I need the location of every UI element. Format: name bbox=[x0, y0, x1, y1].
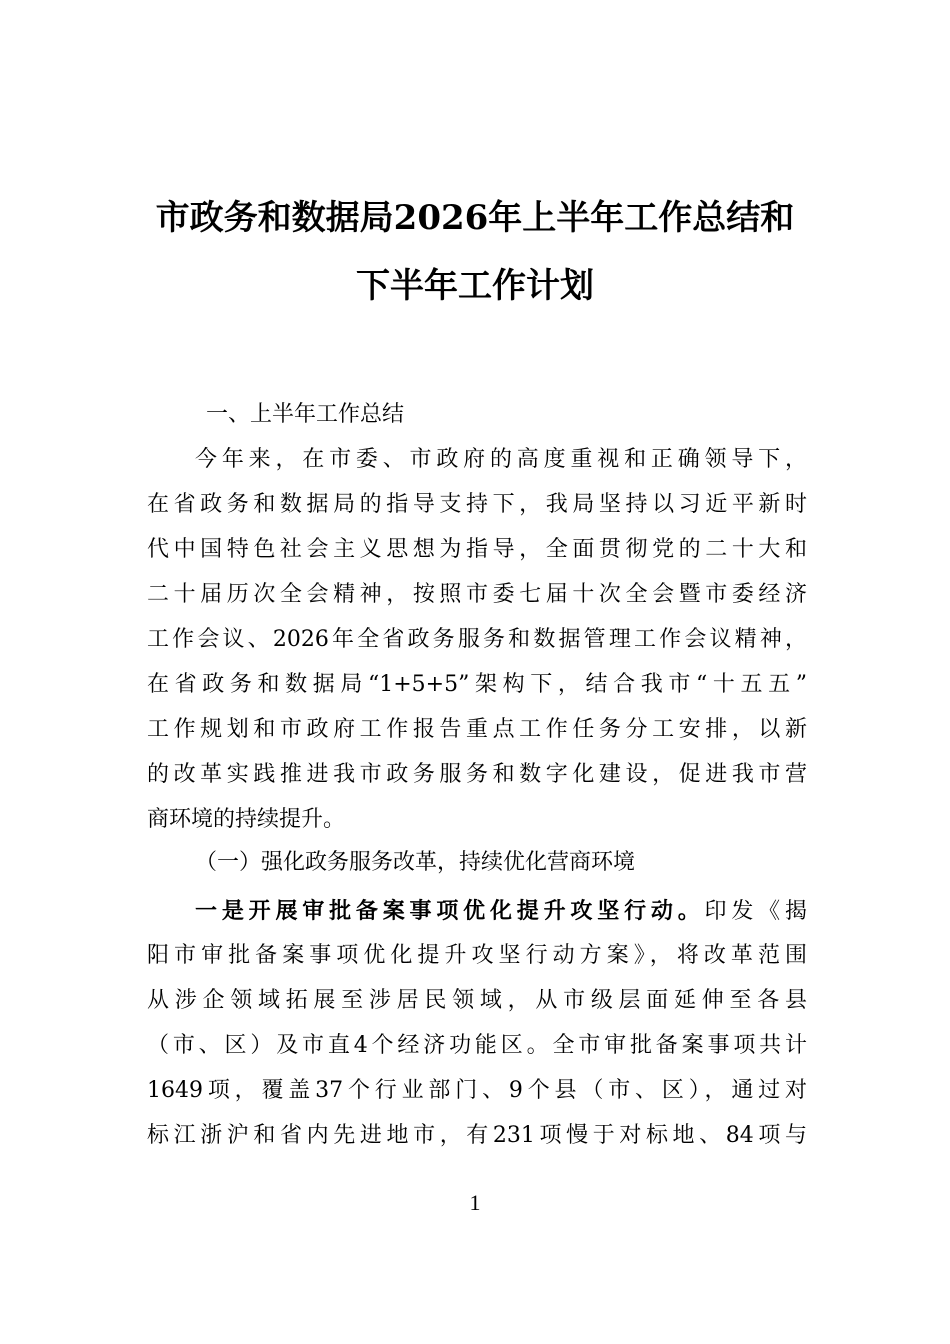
subsection-heading: （一）强化政务服务改革，持续优化营商环境 bbox=[195, 850, 636, 875]
paragraph-1-line: 在省政务和数据局“1+5+5”架构下，结合我市“十五五” bbox=[147, 672, 807, 697]
paragraph-2-lead: 一是开展审批备案事项优化提升攻坚行动。 bbox=[195, 898, 705, 924]
paragraph-2-line: 1649项，覆盖37个行业部门、9个县（市、区），通过对 bbox=[147, 1078, 807, 1103]
document-title-line-1: 市政务和数据局2026年上半年工作总结和 bbox=[155, 198, 795, 238]
section-heading: 一、上半年工作总结 bbox=[206, 402, 405, 427]
paragraph-1-line: 代中国特色社会主义思想为指导，全面贯彻党的二十大和 bbox=[147, 537, 807, 562]
paragraph-2-line: 标江浙沪和省内先进地市，有231项慢于对标地、84项与 bbox=[147, 1123, 807, 1148]
paragraph-2-first-line bbox=[195, 896, 807, 927]
paragraph-1-line: 的改革实践推进我市政务服务和数字化建设，促进我市营 bbox=[147, 762, 807, 787]
paragraph-1-line: 今年来，在市委、市政府的高度重视和正确领导下， bbox=[195, 447, 807, 472]
paragraph-1-line: 在省政务和数据局的指导支持下，我局坚持以习近平新时 bbox=[147, 492, 807, 517]
paragraph-2-line: （市、区）及市直4个经济功能区。全市审批备案事项共计 bbox=[147, 1033, 807, 1058]
paragraph-1-line: 工作会议、2026年全省政务服务和数据管理工作会议精神， bbox=[147, 627, 807, 652]
document-title-line-2: 下半年工作计划 bbox=[356, 266, 594, 306]
paragraph-2-line: 从涉企领域拓展至涉居民领域，从市级层面延伸至各县 bbox=[147, 988, 807, 1013]
paragraph-2-line: 阳市审批备案事项优化提升攻坚行动方案》，将改革范围 bbox=[147, 943, 807, 968]
paragraph-2-first-rest: 印发《揭 bbox=[704, 899, 807, 924]
paragraph-1-line: 商环境的持续提升。 bbox=[147, 807, 346, 832]
paragraph-1-line: 二十届历次全会精神，按照市委七届十次全会暨市委经济 bbox=[147, 582, 807, 607]
page-number: 1 bbox=[469, 1190, 481, 1215]
paragraph-1-line: 工作规划和市政府工作报告重点工作任务分工安排，以新 bbox=[147, 717, 807, 742]
